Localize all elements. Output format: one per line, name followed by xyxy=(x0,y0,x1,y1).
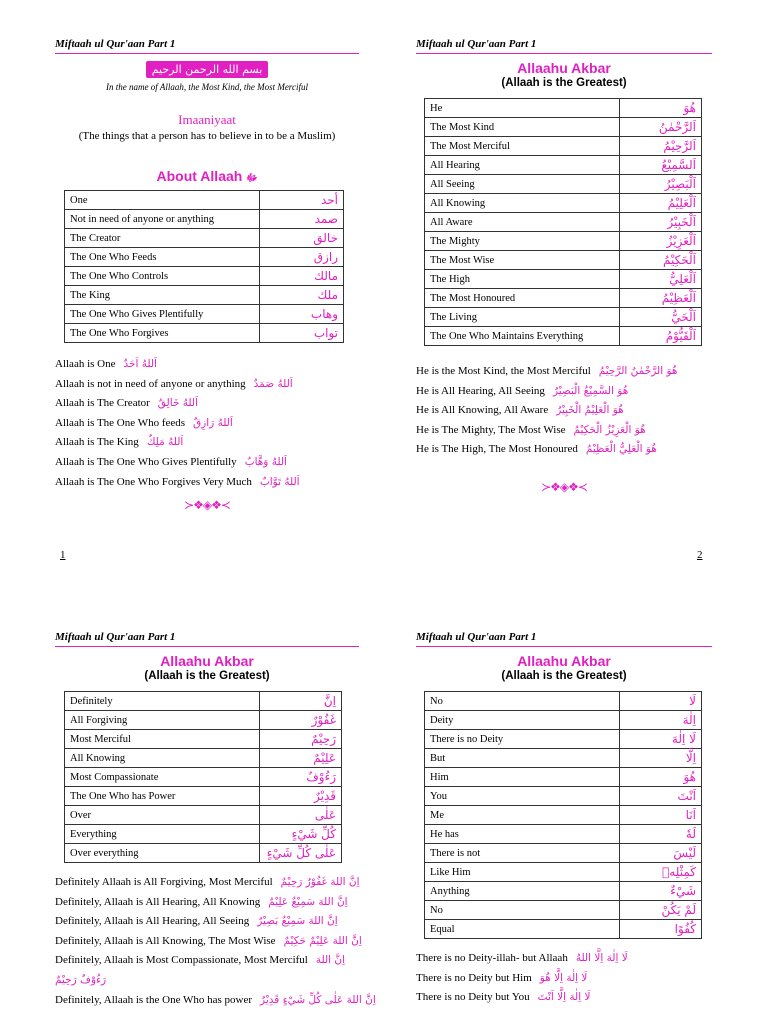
page-3 xyxy=(55,631,376,1010)
arabic-term: اَلْعَظِيْمُ xyxy=(620,289,702,308)
arabic-term: اَلْخَبِيْرُ xyxy=(620,213,702,232)
arabic-term: اَنْتَ xyxy=(620,787,702,806)
english-term: The Most Honoured xyxy=(425,289,620,308)
sentence-line xyxy=(55,453,359,473)
english-term: He xyxy=(425,99,620,118)
arabic-sentence: هُوَ السَّمِيْعُ الْبَصِيْرُ xyxy=(552,384,629,397)
english-term: Like Him xyxy=(425,863,620,882)
running-header: Miftaah ul Qur'aan Part 1 xyxy=(416,631,712,647)
english-term: Equal xyxy=(425,920,620,939)
english-term: You xyxy=(425,787,620,806)
table-row xyxy=(425,232,702,251)
vocabulary-table xyxy=(424,98,702,346)
arabic-sentence: اِنَّ اللهَ عَلِيْمٌ حَكِيْمٌ xyxy=(283,934,362,947)
english-sentence: Allaah is The Creator xyxy=(55,397,150,410)
english-term: Most Merciful xyxy=(65,730,260,749)
sentence-line xyxy=(416,382,712,402)
table-row xyxy=(65,844,342,863)
sentence-line xyxy=(416,949,712,969)
arabic-term: اَلرَّحْمٰنُ xyxy=(620,118,702,137)
arabic-term: اِنَّ xyxy=(260,692,342,711)
arabic-term: لَا xyxy=(620,692,702,711)
table-row xyxy=(65,267,344,286)
page-heading: Imaaniyaat xyxy=(178,112,236,127)
page-2 xyxy=(416,38,712,495)
page-number: 1 xyxy=(60,549,66,561)
english-sentence: Allaah is The One Who Gives Plentifully xyxy=(55,455,237,468)
sentence-line xyxy=(416,421,712,441)
english-term: Deity xyxy=(425,711,620,730)
sentence-list xyxy=(55,873,376,1010)
arabic-term: اَلْحَكِيْمُ xyxy=(620,251,702,270)
arabic-term: اَلرَّحِيْمُ xyxy=(620,137,702,156)
table-row xyxy=(425,194,702,213)
table-row xyxy=(425,692,702,711)
honorific-glyph: ﷻ xyxy=(246,173,258,184)
running-header: Miftaah ul Qur'aan Part 1 xyxy=(416,38,712,54)
english-term: Anything xyxy=(425,882,620,901)
sentence-line xyxy=(55,473,359,493)
arabic-term: مالك xyxy=(260,267,344,286)
bismillah-translation: In the name of Allaah, the Most Kind, the Most Merciful xyxy=(106,82,308,92)
table-row xyxy=(425,711,702,730)
table-row xyxy=(425,289,702,308)
sentence-line xyxy=(55,375,359,395)
table-row xyxy=(425,806,702,825)
arabic-term: هُوَ xyxy=(620,768,702,787)
table-row xyxy=(65,210,344,229)
arabic-term: هُوَ xyxy=(620,99,702,118)
arabic-term: كَمِثْلِهٖ xyxy=(620,863,702,882)
arabic-term: اَلسَّمِيْعُ xyxy=(620,156,702,175)
sentence-line xyxy=(55,971,359,991)
arabic-term: رَءُوْفٌ xyxy=(260,768,342,787)
english-term: The One Who Gives Plentifully xyxy=(65,305,260,324)
arabic-term: أحد xyxy=(260,191,344,210)
english-term: There is no Deity xyxy=(425,730,620,749)
english-sentence: He is the Most Kind, the Most Merciful xyxy=(416,365,591,377)
english-term: Me xyxy=(425,806,620,825)
arabic-sentence: اَللهُ رَازِقٌ xyxy=(193,416,233,429)
arabic-term: اَلْبَصِيْرُ xyxy=(620,175,702,194)
english-sentence: Allaah is not in need of anyone or anything xyxy=(55,377,246,390)
english-term: The One Who Maintains Everything xyxy=(425,327,620,346)
sentence-line xyxy=(55,932,362,952)
english-sentence: Definitely Allaah is All Forgiving, Most Merciful xyxy=(55,876,273,888)
arabic-term: عَلِيْمٌ xyxy=(260,749,342,768)
arabic-term: لَمْ يَكُنْ xyxy=(620,901,702,920)
english-term: No xyxy=(425,901,620,920)
running-header: Miftaah ul Qur'aan Part 1 xyxy=(55,631,359,647)
arabic-term: اَلْحَيُّ xyxy=(620,308,702,327)
arabic-term: شَيْءٌ xyxy=(620,882,702,901)
sentence-line xyxy=(55,873,359,893)
table-row xyxy=(425,825,702,844)
table-row xyxy=(425,213,702,232)
english-term: No xyxy=(425,692,620,711)
table-row xyxy=(425,730,702,749)
table-row xyxy=(65,749,342,768)
arabic-sentence: اَللهُ وَهَّابٌ xyxy=(244,455,287,468)
arabic-sentence: اِنَّ اللهَ عَلٰى كُلِّ شَيْءٍ قَدِيْرٌ xyxy=(260,993,376,1006)
english-term: Most Compassionate xyxy=(65,768,260,787)
arabic-term: عَلٰى كُلِّ شَيْءٍ xyxy=(260,844,342,863)
table-row xyxy=(65,692,342,711)
page-number: 2 xyxy=(697,549,703,561)
page-1 xyxy=(55,38,359,513)
arabic-term: اَلْعَزِيْزُ xyxy=(620,232,702,251)
english-sentence: He is All Hearing, All Seeing xyxy=(416,384,545,397)
arabic-term: لَهٗ xyxy=(620,825,702,844)
arabic-sentence: اِنَّ اللهَ سَمِيْعٌ عَلِيْمٌ xyxy=(268,895,348,908)
section-title: About Allaah ﷻ xyxy=(156,168,258,184)
english-sentence: There is no Deity-illah- but Allaah xyxy=(416,952,568,964)
page-title: Allaahu Akbar xyxy=(517,60,611,76)
table-row xyxy=(425,270,702,289)
page-subtitle: (Allaah is the Greatest) xyxy=(144,670,270,682)
table-row xyxy=(425,99,702,118)
english-sentence: Allaah is The One Who Forgives Very Much xyxy=(55,475,252,488)
table-row xyxy=(425,251,702,270)
sentence-line xyxy=(55,414,359,434)
table-row xyxy=(425,118,702,137)
arabic-term: غَفُوْرٌ xyxy=(260,711,342,730)
table-row xyxy=(65,730,342,749)
english-term: The One Who Forgives xyxy=(65,324,260,343)
table-row xyxy=(425,137,702,156)
arabic-term: اَنَا xyxy=(620,806,702,825)
sentence-list xyxy=(416,949,712,1008)
page-subtitle: (Allaah is the Greatest) xyxy=(501,670,627,682)
english-term: The Most Wise xyxy=(425,251,620,270)
sentence-line xyxy=(55,893,359,913)
sentence-line xyxy=(55,951,359,971)
english-term: Over everything xyxy=(65,844,260,863)
english-sentence: There is no Deity but You xyxy=(416,991,530,1004)
english-term: All Knowing xyxy=(425,194,620,213)
english-term: There is not xyxy=(425,844,620,863)
english-term: Not in need of anyone or anything xyxy=(65,210,260,229)
sentence-line xyxy=(55,355,359,375)
english-term: The Mighty xyxy=(425,232,620,251)
english-sentence: Definitely, Allaah is All Knowing, The Most Wise xyxy=(55,934,276,947)
sentence-line xyxy=(416,988,712,1008)
arabic-term: اِلَّا xyxy=(620,749,702,768)
table-row xyxy=(65,229,344,248)
arabic-sentence: رَءُوْفٌ رَحِيْمٌ xyxy=(55,973,107,986)
sentence-line xyxy=(55,991,376,1011)
english-term: The Creator xyxy=(65,229,260,248)
page-subheading: (The things that a person has to believe in to be a Muslim) xyxy=(78,130,336,142)
table-row xyxy=(425,787,702,806)
english-term: The One Who Feeds xyxy=(65,248,260,267)
sentence-list xyxy=(416,362,712,460)
sentence-list xyxy=(55,355,359,492)
arabic-term: لَا اِلٰهَ xyxy=(620,730,702,749)
arabic-sentence: اَللهُ خَالِقٌ xyxy=(157,397,199,410)
english-term: All Aware xyxy=(425,213,620,232)
table-row xyxy=(425,768,702,787)
table-row xyxy=(65,806,342,825)
table-row xyxy=(425,156,702,175)
arabic-sentence: هُوَ الْعَلِيُّ الْعَظِيْمُ xyxy=(585,443,657,456)
sentence-line xyxy=(55,912,359,932)
english-term: The Most Merciful xyxy=(425,137,620,156)
arabic-term: كُفُوًا xyxy=(620,920,702,939)
english-term: The One Who Controls xyxy=(65,267,260,286)
english-sentence: He is The Mighty, The Most Wise xyxy=(416,423,566,436)
table-row xyxy=(65,305,344,324)
arabic-term: قَدِيْرٌ xyxy=(260,787,342,806)
table-row xyxy=(425,920,702,939)
english-term: The One Who has Power xyxy=(65,787,260,806)
sentence-line xyxy=(416,440,712,460)
arabic-term: رَحِيْمٌ xyxy=(260,730,342,749)
page-title: Allaahu Akbar xyxy=(517,653,611,669)
arabic-sentence: اِنَّ اللهَ سَمِيْعٌ بَصِيْرٌ xyxy=(257,915,338,928)
table-row xyxy=(425,863,702,882)
running-header: Miftaah ul Qur'aan Part 1 xyxy=(55,38,359,54)
sentence-line xyxy=(416,362,712,382)
english-term: All Knowing xyxy=(65,749,260,768)
arabic-sentence: اِنَّ اللهَ غَفُوْرٌ رَحِيْمٌ xyxy=(280,876,360,888)
sentence-line xyxy=(416,401,712,421)
english-term: He has xyxy=(425,825,620,844)
arabic-term: اَلْقَيُّوْمُ xyxy=(620,327,702,346)
ornament-divider: ≻❖◈❖≺ xyxy=(541,479,587,494)
english-sentence: Allaah is The One Who feeds xyxy=(55,416,186,429)
table-row xyxy=(425,901,702,920)
english-sentence: Definitely, Allaah is All Hearing, All Knowing xyxy=(55,895,261,908)
english-term: Him xyxy=(425,768,620,787)
english-term: The Most Kind xyxy=(425,118,620,137)
english-term: The King xyxy=(65,286,260,305)
arabic-sentence: اَللهُ تَوَّابٌ xyxy=(259,475,300,488)
arabic-sentence: لَا اِلٰهَ اِلَّا اللهُ xyxy=(575,952,628,964)
arabic-sentence: هُوَ الْعَلِيْمُ الْخَبِيْرُ xyxy=(556,404,624,417)
english-term: The Living xyxy=(425,308,620,327)
english-sentence: There is no Deity but Him xyxy=(416,971,532,984)
english-sentence: He is The High, The Most Honoured xyxy=(416,443,578,456)
table-row xyxy=(425,175,702,194)
english-sentence: Definitely, Allaah is the One Who has power xyxy=(55,993,253,1006)
english-term: One xyxy=(65,191,260,210)
arabic-sentence: هُوَ الْعَزِيْزُ الْحَكِيْمُ xyxy=(573,423,646,436)
english-sentence: Allaah is The King xyxy=(55,436,139,449)
arabic-term: لَيْسَ xyxy=(620,844,702,863)
table-row xyxy=(425,882,702,901)
table-row xyxy=(65,191,344,210)
arabic-term: صمد xyxy=(260,210,344,229)
arabic-sentence: اَللهُ صَمَدٌ xyxy=(253,377,293,390)
arabic-term: اِلٰهَ xyxy=(620,711,702,730)
arabic-term: اَلْعَلِيْمُ xyxy=(620,194,702,213)
arabic-sentence: اَللهُ مَلِكٌ xyxy=(146,436,184,449)
page-title: Allaahu Akbar xyxy=(160,653,254,669)
arabic-sentence: اِنَّ اللهَ xyxy=(315,954,346,967)
english-sentence: He is All Knowing, All Aware xyxy=(416,404,549,417)
vocabulary-table xyxy=(64,691,342,863)
table-row xyxy=(425,844,702,863)
english-term: But xyxy=(425,749,620,768)
ornament-divider: ≻❖◈❖≺ xyxy=(184,498,230,513)
arabic-term: تواب xyxy=(260,324,344,343)
arabic-term: وهاب xyxy=(260,305,344,324)
table-row xyxy=(65,768,342,787)
arabic-term: عَلٰى xyxy=(260,806,342,825)
bismillah-calligraphy: بسم الله الرحمن الرحيم xyxy=(146,61,269,78)
english-term: All Seeing xyxy=(425,175,620,194)
arabic-sentence: هُوَ الرَّحْمٰنُ الرَّحِيْمُ xyxy=(598,365,678,377)
page-4 xyxy=(416,631,712,1008)
page-subtitle: (Allaah is the Greatest) xyxy=(501,77,627,89)
sentence-line xyxy=(416,969,712,989)
table-row xyxy=(65,825,342,844)
table-row xyxy=(65,711,342,730)
english-term: All Hearing xyxy=(425,156,620,175)
english-term: The High xyxy=(425,270,620,289)
arabic-term: ملك xyxy=(260,286,344,305)
arabic-term: خالق xyxy=(260,229,344,248)
arabic-term: كُلِّ شَيْءٍ xyxy=(260,825,342,844)
table-row xyxy=(425,749,702,768)
table-row xyxy=(425,327,702,346)
english-term: Over xyxy=(65,806,260,825)
table-row xyxy=(65,248,344,267)
vocabulary-table xyxy=(64,190,344,343)
english-sentence: Allaah is One xyxy=(55,358,116,370)
arabic-sentence: اَللهُ اَحَدٌ xyxy=(123,358,157,370)
english-term: Everything xyxy=(65,825,260,844)
english-term: All Forgiving xyxy=(65,711,260,730)
english-term: Definitely xyxy=(65,692,260,711)
arabic-term: رازق xyxy=(260,248,344,267)
table-row xyxy=(65,324,344,343)
arabic-sentence: لَا اِلٰهَ اِلَّا اَنْتَ xyxy=(537,991,591,1004)
english-sentence: Definitely, Allaah is All Hearing, All Seeing xyxy=(55,915,250,928)
table-row xyxy=(65,787,342,806)
english-sentence: Definitely, Allaah is Most Compassionate, Most Merciful xyxy=(55,954,308,967)
table-row xyxy=(425,308,702,327)
sentence-line xyxy=(55,433,359,453)
arabic-sentence: لَا اِلٰهَ اِلَّا هُوَ xyxy=(539,971,588,984)
vocabulary-table xyxy=(424,691,702,939)
table-row xyxy=(65,286,344,305)
sentence-line xyxy=(55,394,359,414)
arabic-term: اَلْعَلِيُّ xyxy=(620,270,702,289)
